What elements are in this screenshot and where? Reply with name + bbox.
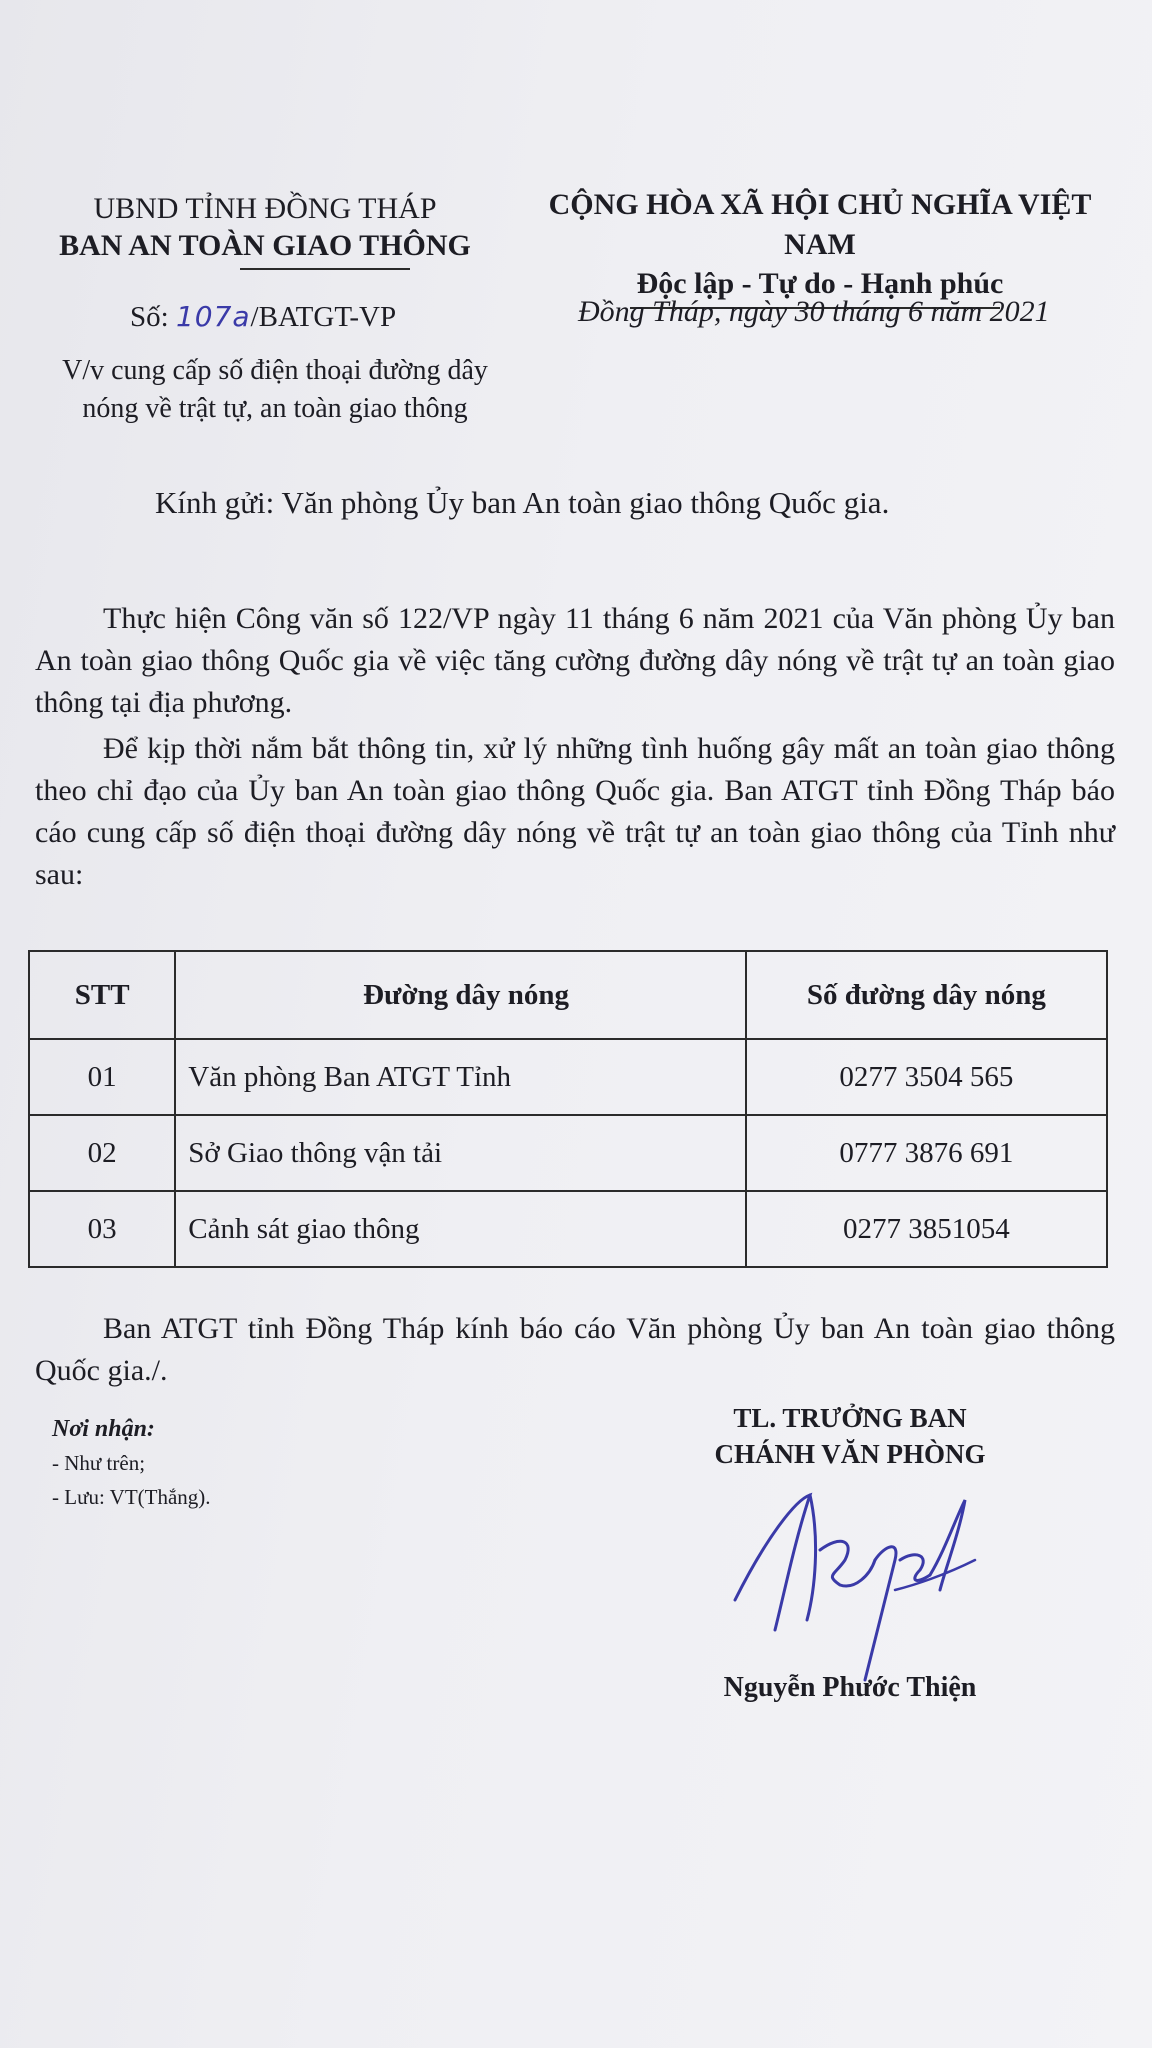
row-phone-number: 0777 3876 691 — [746, 1115, 1107, 1191]
row-hotline-name: Cảnh sát giao thông — [175, 1191, 746, 1267]
table-header-row — [29, 951, 1107, 1039]
table-row — [29, 1115, 1107, 1191]
doc-number-suffix: /BATGT-VP — [250, 301, 397, 333]
issuer-parent: UBND TỈNH ĐỒNG THÁP — [93, 192, 437, 225]
closing-paragraph: Ban ATGT tỉnh Đồng Tháp kính báo cáo Văn phòng Ủy ban An toàn giao thông Quốc gia./. — [35, 1312, 1115, 1387]
table-row — [29, 1039, 1107, 1115]
recipient-item: - Như trên; — [52, 1451, 146, 1475]
subject-line-1: V/v cung cấp số điện thoại đường dây — [62, 355, 488, 386]
header-stt: STT — [29, 951, 175, 1039]
issuer-underline — [240, 268, 410, 270]
row-stt: 02 — [29, 1115, 175, 1191]
row-hotline-name: Sở Giao thông vận tải — [175, 1115, 746, 1191]
issuer-name: BAN AN TOÀN GIAO THÔNG — [59, 229, 471, 262]
body-paragraph-1: Thực hiện Công văn số 122/VP ngày 11 tháng 6 năm 2021 của Văn phòng Ủy ban An toàn giao thông Quốc gia về việc tăng cường đường dây nóng về trật tự an toàn giao thông tại địa phương. — [35, 602, 1115, 719]
signer-block — [640, 1400, 1060, 1472]
row-stt: 01 — [29, 1039, 175, 1115]
doc-number-prefix: Số: — [130, 301, 176, 333]
signer-title-1: TL. TRƯỞNG BAN — [733, 1403, 967, 1433]
hotline-table — [28, 950, 1108, 1268]
addressee: Kính gửi: Văn phòng Ủy ban An toàn giao thông Quốc gia. — [155, 485, 890, 520]
recipient-item: - Lưu: VT(Thắng). — [52, 1485, 211, 1509]
row-hotline-name: Văn phòng Ban ATGT Tỉnh — [175, 1039, 746, 1115]
body-paragraph-2: Để kịp thời nắm bắt thông tin, xử lý những tình huống gây mất an toàn giao thông theo chỉ đạo của Ủy ban An toàn giao thông Quốc gia. Ban ATGT tỉnh Đồng Tháp báo cáo cung cấp số điện thoại đường dây nóng về trật tự an toàn giao thông của Tỉnh như sau: — [35, 732, 1115, 891]
recipients-title: Nơi nhận: — [52, 1416, 155, 1442]
signer-title-2: CHÁNH VĂN PHÒNG — [714, 1439, 986, 1469]
issuer-block — [40, 190, 490, 270]
document-number — [130, 300, 396, 334]
document-date: Đồng Tháp, ngày 30 tháng 6 năm 2021 — [578, 295, 1050, 328]
signer-name: Nguyễn Phước Thiện — [723, 1672, 977, 1703]
national-motto: Độc lập - Tự do - Hạnh phúc — [636, 267, 1004, 300]
subject-block — [25, 352, 525, 428]
doc-number-handwritten: 107a — [175, 300, 251, 333]
national-title: CỘNG HÒA XÃ HỘI CHỦ NGHĨA VIỆT NAM — [548, 188, 1092, 261]
row-phone-number: 0277 3851054 — [746, 1191, 1107, 1267]
header-hotline: Đường dây nóng — [175, 951, 746, 1039]
table-row — [29, 1191, 1107, 1267]
national-header — [510, 185, 1130, 309]
row-stt: 03 — [29, 1191, 175, 1267]
header-hotline-number: Số đường dây nóng — [746, 951, 1107, 1039]
recipients-block — [52, 1412, 452, 1514]
subject-line-2: nóng về trật tự, an toàn giao thông — [82, 393, 468, 424]
row-phone-number: 0277 3504 565 — [746, 1039, 1107, 1115]
